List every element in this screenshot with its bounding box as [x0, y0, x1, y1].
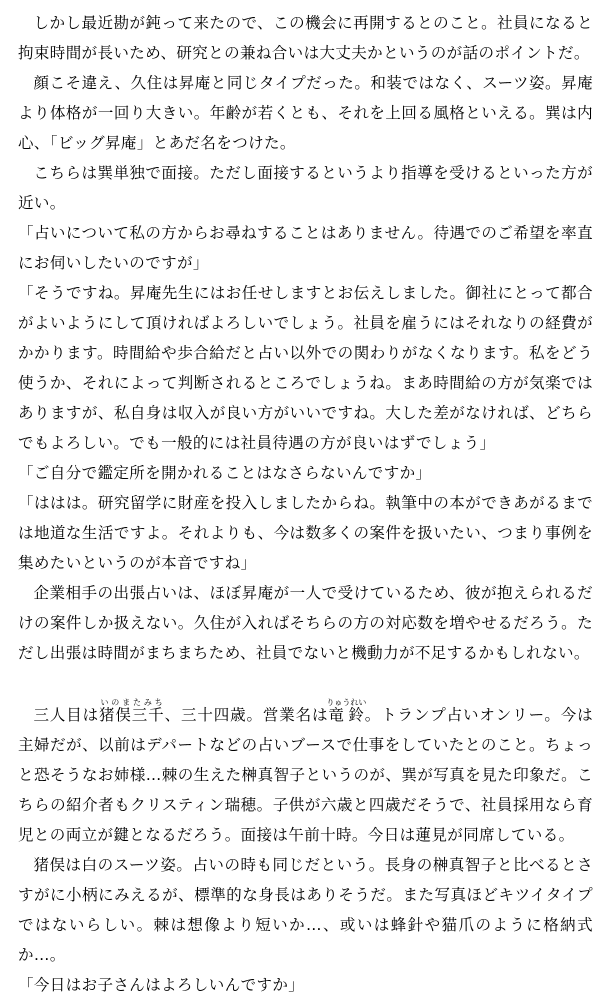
- dialogue-line: 「今日はお子さんはよろしいんですか」: [18, 976, 305, 994]
- paragraph: 顔こそ違え、久住は昇庵と同じタイプだった。和装ではなく、スーツ姿。昇庵より体格が一回り大きい。年齢が若くとも、それを上回る風格といえる。巽は内心、「ビッグ昇庵」とあだ名をつけた。: [18, 74, 593, 152]
- ruby-base: 猪俣三千: [99, 706, 165, 724]
- paragraph-with-furigana: [18, 698, 593, 850]
- paragraph: しかし最近勘が鈍って来たので、この機会に再開するとのこと。社員になると拘束時間が長いため、研究との兼ね合いは大丈夫かというのが話のポイントだ。: [18, 14, 593, 62]
- paragraph: 猪俣は白のスーツ姿。占いの時も同じだという。長身の榊真智子と比べるとさすがに小柄にみえるが、標準的な身長はありそうだ。また写真ほどキツイタイプではないらしい。棘は想像より短いか…、或いは蜂針や猫爪のように格納式か…。: [18, 856, 593, 964]
- paragraph: こちらは巽単独で面接。ただし面接するというより指導を受けるといった方が近い。: [18, 164, 593, 212]
- dialogue-line: 「占いについて私の方からお尋ねすることはありません。待遇でのご希望を率直にお伺いしたいのですが」: [18, 224, 593, 272]
- ruby-name: [99, 698, 165, 724]
- paragraph: 企業相手の出張占いは、ほぼ昇庵が一人で受けているため、彼が抱えられるだけの案件しか扱えない。久住が入ればそちらの方の対応数を増やせるだろう。ただし出張は時間がまちまちため、社員でないと機動力が不足するかもしれない。: [18, 584, 593, 662]
- ruby-name: [326, 698, 367, 724]
- text-run: 、三十四歳。営業名は: [164, 706, 329, 724]
- text-run: 三人目は: [33, 706, 100, 724]
- text-run: 。トランプ占いオンリー。今は主婦だが、以前はデパートなどの占いブースで仕事をしていたとのこと。ちょっと恐そうなお姉様…棘の生えた榊真智子というのが、巽が写真を見た印象だ。こちらの紹介者もクリスティン瑞穂。子供が六歳と四歳だそうで、社員採用なら育児との両立が鍵となるだろう。面接は午前十時。今日は蓮見が同席している。: [18, 706, 593, 844]
- ruby-reading: りゅうれい: [326, 698, 367, 707]
- section-break: [18, 668, 593, 698]
- dialogue-line: 「ご自分で鑑定所を開かれることはなさらないんですか」: [18, 464, 432, 482]
- dialogue-line: 「そうですね。昇庵先生にはお任せしますとお伝えしました。御社にとって都合がよいようにして頂ければよろしいでしょう。社員を雇うにはそれなりの経費がかかります。時間給や歩合給だと占い以外での関わりがなくなります。私をどう使うか、それによって判断されるところでしょうね。まあ時間給の方が気楽ではありますが、私自身は収入が良い方がいいですね。大した差がなければ、どちらでもよろしい。でも一般的には社員待遇の方が良いはずでしょう」: [18, 284, 593, 452]
- dialogue-line: 「ははは。研究留学に財産を投入しましたからね。執筆中の本ができあがるまでは地道な生活ですよ。それよりも、今は数多くの案件を扱いたい、つまり事例を集めたいというのが本音ですね」: [18, 494, 593, 572]
- ruby-base: 竜鈴: [326, 706, 367, 724]
- ruby-reading: いのまたみち: [99, 698, 165, 707]
